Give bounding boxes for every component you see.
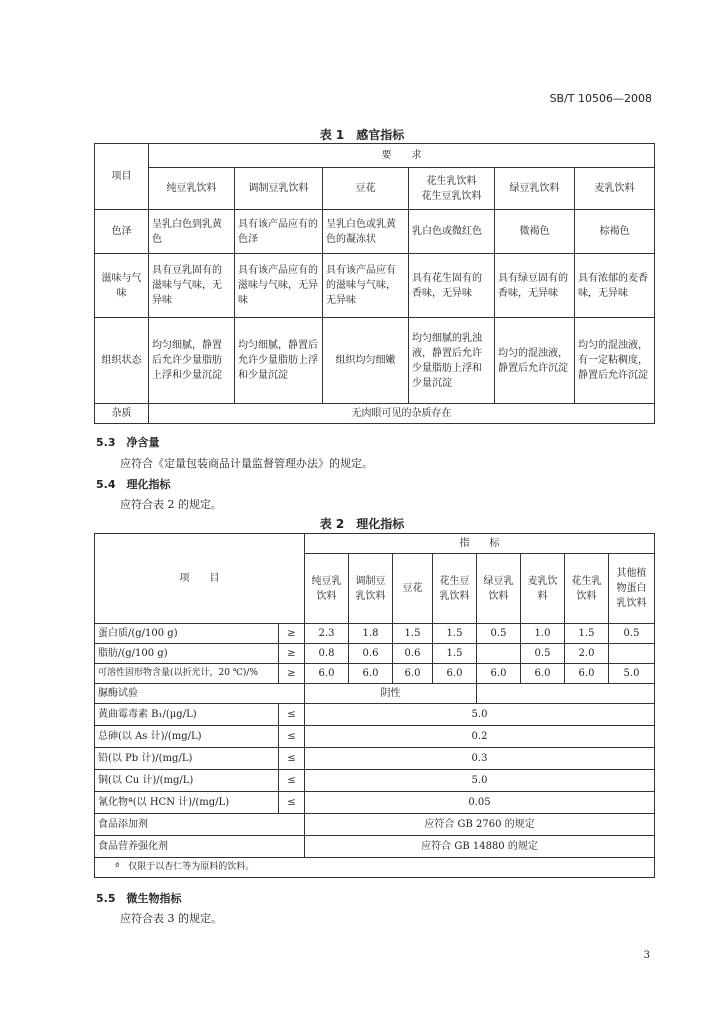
row-label: 氰化物ª(以 HCN 计)/(mg/L)	[95, 792, 279, 814]
table2-col-index: 指 标	[305, 534, 655, 554]
table1-col-item: 项目	[95, 144, 149, 210]
table2-footnote: ª 仅限于以杏仁等为原料的饮料。	[95, 858, 655, 878]
table2-col-header: 其他植物蛋白乳饮料	[609, 554, 655, 624]
row-label: 黄曲霉毒素 B₁/(μg/L)	[95, 704, 279, 726]
table2-col-item: 项 目	[95, 534, 305, 624]
table-row	[95, 254, 655, 318]
cell: 0.2	[305, 726, 655, 748]
table-row	[95, 836, 655, 858]
cell: 呈乳白色或乳黄色的凝冻状	[323, 210, 409, 254]
cell-symbol: ≤	[279, 770, 305, 792]
table2-caption: 表 2 理化指标	[319, 517, 405, 531]
row-label: 滋味与气味	[95, 254, 149, 318]
cell: 1.0	[521, 624, 565, 644]
standard-code: SB/T 10506—2008	[549, 92, 652, 105]
row-label: 组织状态	[95, 318, 149, 404]
cell: 1.5	[433, 644, 477, 664]
table2-col-header: 花生豆乳饮料	[433, 554, 477, 624]
table1-col-require: 要 求	[149, 144, 655, 168]
row-label: 总砷(以 As 计)/(mg/L)	[95, 726, 279, 748]
row-label: 脲酶试验	[95, 684, 305, 704]
cell: 1.8	[349, 624, 393, 644]
row-label: 食品添加剂	[95, 814, 305, 836]
cell: 乳白色或微红色	[409, 210, 495, 254]
cell: 2.0	[565, 644, 609, 664]
table-row	[95, 624, 655, 644]
cell: 5.0	[609, 664, 655, 684]
cell: 无肉眼可见的杂质存在	[149, 404, 655, 424]
cell-symbol: ≤	[279, 726, 305, 748]
table1-col-header: 麦乳饮料	[575, 168, 655, 210]
cell: 1.5	[565, 624, 609, 644]
cell	[477, 684, 655, 704]
table2-col-header: 豆花	[393, 554, 433, 624]
table-row	[95, 684, 655, 704]
cell: 0.5	[521, 644, 565, 664]
cell: 1.5	[393, 624, 433, 644]
table-row	[95, 748, 655, 770]
cell: 均匀细腻的乳浊液，静置后允许少量脂肪上浮和少量沉淀	[409, 318, 495, 404]
cell: 0.5	[609, 624, 655, 644]
cell-symbol: ≤	[279, 792, 305, 814]
cell: 均匀细腻，静置后允许少量脂肪上浮和少量沉淀	[235, 318, 323, 404]
cell-symbol: ≥	[279, 624, 305, 644]
cell: 0.6	[349, 644, 393, 664]
cell: 组织均匀细嫩	[323, 318, 409, 404]
section-5-4-title: 5.4 理化指标	[96, 478, 171, 491]
cell: 5.0	[305, 770, 655, 792]
table-row	[95, 726, 655, 748]
row-label: 蛋白质/(g/100 g)	[95, 624, 279, 644]
table2-col-header: 花生乳饮料	[565, 554, 609, 624]
cell: 0.05	[305, 792, 655, 814]
cell: 具有豆乳固有的滋味与气味，无异味	[149, 254, 235, 318]
cell: 6.0	[349, 664, 393, 684]
cell: 6.0	[477, 664, 521, 684]
table1-col-header: 绿豆乳饮料	[495, 168, 575, 210]
table2-col-header: 麦乳饮料	[521, 554, 565, 624]
table-row	[95, 318, 655, 404]
section-5-5-title: 5.5 微生物指标	[96, 892, 182, 905]
row-label: 食品营养强化剂	[95, 836, 305, 858]
cell: 1.5	[433, 624, 477, 644]
row-label: 可溶性固形物含量(以折光计，20 ℃)/%	[95, 664, 279, 684]
cell: 具有花生固有的香味，无异味	[409, 254, 495, 318]
cell	[477, 644, 521, 664]
table-row	[95, 664, 655, 684]
table-row	[95, 814, 655, 836]
row-label: 杂质	[95, 404, 149, 424]
table-row	[95, 644, 655, 664]
cell: 应符合 GB 14880 的规定	[305, 836, 655, 858]
cell: 具有该产品应有的色泽	[235, 210, 323, 254]
cell: 呈乳白色到乳黄色	[149, 210, 235, 254]
cell-symbol: ≥	[279, 644, 305, 664]
cell: 均匀细腻，静置后允许少量脂肪上浮和少量沉淀	[149, 318, 235, 404]
table1-caption: 表 1 感官指标	[319, 128, 405, 142]
page-number: 3	[643, 950, 650, 961]
cell: 6.0	[393, 664, 433, 684]
table2-col-header: 调制豆乳饮料	[349, 554, 393, 624]
cell: 具有绿豆固有的香味，无异味	[495, 254, 575, 318]
cell: 均匀的混浊液，有一定粘稠度，静置后允许沉淀	[575, 318, 655, 404]
cell: 微褐色	[495, 210, 575, 254]
table2-physicochemical	[94, 533, 655, 878]
section-5-4-text: 应符合表 2 的规定。	[120, 498, 222, 511]
row-label: 铅(以 Pb 计)/(mg/L)	[95, 748, 279, 770]
row-label: 脂肪/(g/100 g)	[95, 644, 279, 664]
table1-col-header: 调制豆乳饮料	[235, 168, 323, 210]
table1-sensory	[94, 143, 655, 424]
cell: 6.0	[521, 664, 565, 684]
cell	[609, 644, 655, 664]
cell: 均匀的混浊液，静置后允许沉淀	[495, 318, 575, 404]
row-label: 色泽	[95, 210, 149, 254]
cell: 棕褐色	[575, 210, 655, 254]
cell: 0.8	[305, 644, 349, 664]
cell: 6.0	[433, 664, 477, 684]
table1-col-header: 豆花	[323, 168, 409, 210]
table2-col-header: 纯豆乳饮料	[305, 554, 349, 624]
table-row	[95, 704, 655, 726]
cell: 具有浓郁的麦香味，无异味	[575, 254, 655, 318]
cell: 阴性	[305, 684, 477, 704]
cell-symbol: ≤	[279, 704, 305, 726]
section-5-5-text: 应符合表 3 的规定。	[120, 912, 222, 925]
table2-col-header: 绿豆乳饮料	[477, 554, 521, 624]
table-row	[95, 770, 655, 792]
cell: 0.3	[305, 748, 655, 770]
cell: 具有该产品应有的滋味与气味，无异味	[235, 254, 323, 318]
cell-symbol: ≥	[279, 664, 305, 684]
table1-col-header: 花生乳饮料 花生豆乳饮料	[409, 168, 495, 210]
cell-symbol: ≤	[279, 748, 305, 770]
table-row	[95, 404, 655, 424]
table1-col-header: 纯豆乳饮料	[149, 168, 235, 210]
table-row	[95, 792, 655, 814]
cell: 应符合 GB 2760 的规定	[305, 814, 655, 836]
cell: 6.0	[305, 664, 349, 684]
cell: 6.0	[565, 664, 609, 684]
cell: 2.3	[305, 624, 349, 644]
section-5-3-title: 5.3 净含量	[96, 436, 160, 449]
cell: 5.0	[305, 704, 655, 726]
cell: 具有该产品应有的滋味与气味，无异味	[323, 254, 409, 318]
row-label: 铜(以 Cu 计)/(mg/L)	[95, 770, 279, 792]
cell: 0.6	[393, 644, 433, 664]
table-row	[95, 210, 655, 254]
section-5-3-text: 应符合《定量包装商品计量监督管理办法》的规定。	[120, 457, 373, 470]
cell: 0.5	[477, 624, 521, 644]
